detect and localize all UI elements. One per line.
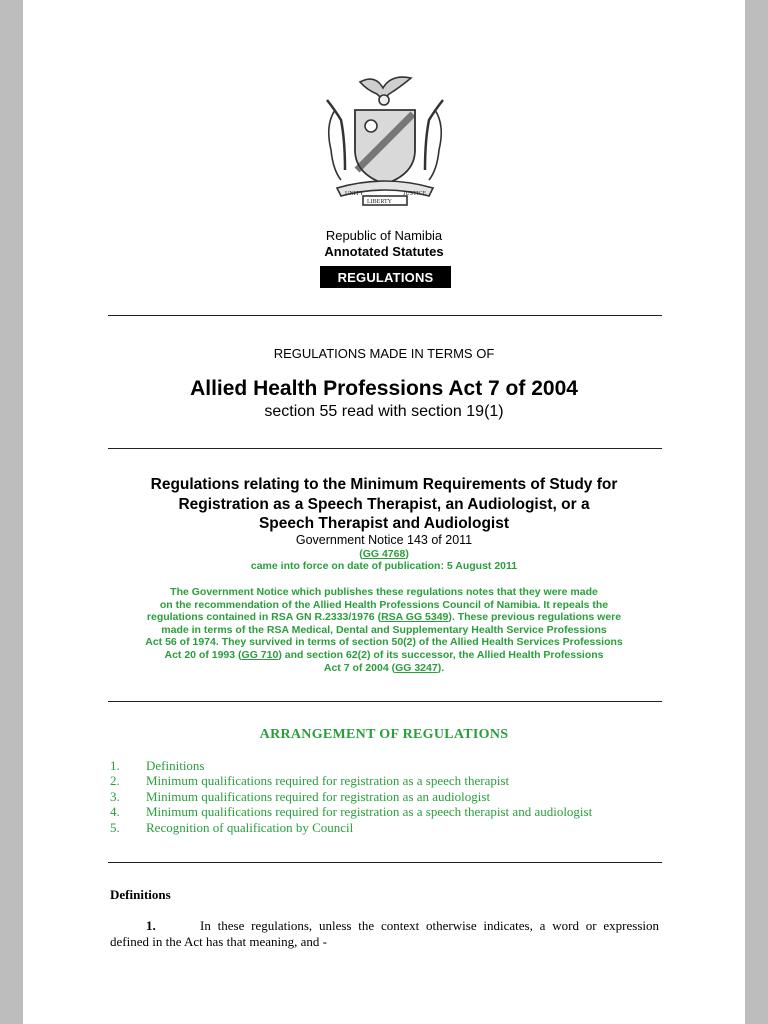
note-line: Act 7 of 2004 (GG 3247). bbox=[323, 661, 445, 674]
note-line: made in terms of the RSA Medical, Dental and Supplementary Health Service Professions bbox=[161, 623, 607, 636]
government-notice: Government Notice 143 of 2011 bbox=[295, 533, 473, 547]
divider bbox=[108, 315, 662, 316]
made-in-terms-label: REGULATIONS MADE IN TERMS OF bbox=[273, 346, 495, 361]
arrangement-title: ARRANGEMENT OF REGULATIONS bbox=[259, 727, 509, 742]
divider bbox=[108, 701, 662, 702]
divider bbox=[108, 448, 662, 449]
list-item[interactable]: 3. Minimum qualifications required for registration as an audiologist bbox=[110, 788, 491, 804]
regulations-badge: REGULATIONS bbox=[320, 266, 451, 288]
paragraph-line: defined in the Act has that meaning, and - bbox=[110, 934, 327, 949]
list-item[interactable]: 4. Minimum qualifications required for registration as a speech therapist and audiologist bbox=[110, 804, 593, 820]
definitions-paragraph bbox=[110, 918, 659, 950]
editorial-note bbox=[110, 586, 658, 674]
rsa-gg-link[interactable]: RSA GG 5349 bbox=[381, 611, 449, 624]
motto-unity: UNITY bbox=[345, 191, 364, 197]
republic-label: Republic of Namibia bbox=[325, 228, 443, 243]
note-line: Act 20 of 1993 (GG 710) and section 62(2) of its successor, the Allied Health Professions bbox=[164, 648, 604, 661]
note-line: on the recommendation of the Allied Health Professions Council of Namibia. It repeals the bbox=[159, 598, 609, 611]
motto-liberty: LIBERTY bbox=[367, 199, 392, 205]
motto-justice: JUSTICE bbox=[403, 191, 427, 197]
list-item[interactable]: 5. Recognition of qualification by Council bbox=[110, 819, 354, 835]
note-line: regulations contained in RSA GN R.2333/1976 (RSA GG 5349). These previous regulations were bbox=[146, 611, 622, 624]
definitions-heading: Definitions bbox=[110, 887, 171, 902]
regulation-title-line: Registration as a Speech Therapist, an Audiologist, or a bbox=[178, 495, 590, 513]
annotated-statutes-label: Annotated Statutes bbox=[324, 244, 444, 259]
gg-link[interactable]: GG 4768 bbox=[362, 548, 406, 560]
gg-reference: (GG 4768) bbox=[359, 548, 409, 560]
commencement-note: came into force on date of publication: 5 August 2011 bbox=[250, 560, 518, 572]
regulation-title bbox=[0, 475, 768, 534]
gg-710-link[interactable]: GG 710 bbox=[241, 648, 279, 661]
gg-3247-link[interactable]: GG 3247 bbox=[395, 661, 438, 674]
note-line: The Government Notice which publishes these regulations notes that they were made bbox=[170, 586, 598, 598]
section-reference: section 55 read with section 19(1) bbox=[264, 403, 504, 420]
divider bbox=[108, 862, 662, 863]
list-item[interactable]: 2. Minimum qualifications required for registration as a speech therapist bbox=[110, 773, 510, 789]
arrangement-list bbox=[110, 758, 592, 835]
regulation-title-line: Regulations relating to the Minimum Requirements of Study for bbox=[150, 476, 618, 493]
coat-of-arms-emblem bbox=[315, 70, 455, 210]
act-title: Allied Health Professions Act 7 of 2004 bbox=[190, 377, 578, 400]
regulation-title-line: Speech Therapist and Audiologist bbox=[258, 515, 510, 532]
paragraph-line: 1. In these regulations, unless the context otherwise indicates, a word or expression bbox=[146, 918, 659, 933]
note-line: Act 56 of 1974. They survived in terms of section 50(2) of the Allied Health Services Professions bbox=[145, 636, 623, 649]
list-item[interactable]: 1. Definitions bbox=[110, 758, 205, 773]
